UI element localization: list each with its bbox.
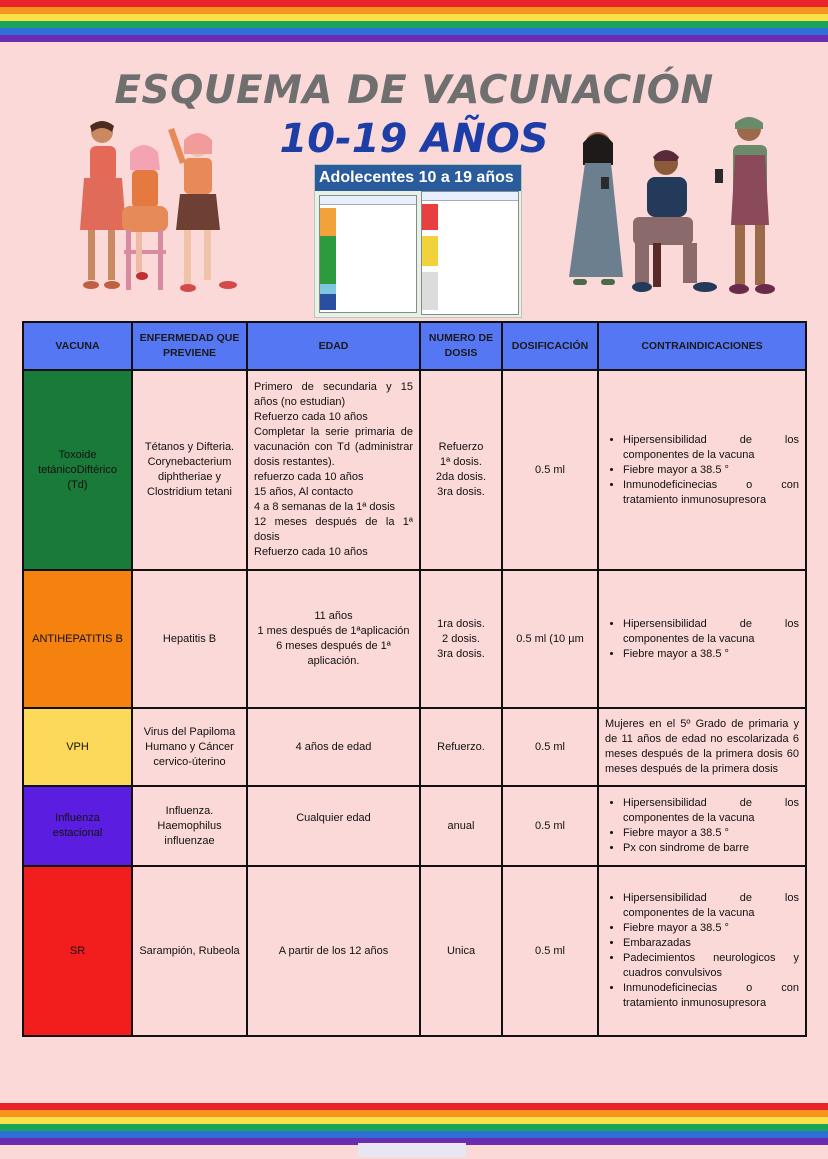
contraindications-list xyxy=(605,433,799,508)
rainbow-band xyxy=(0,1124,828,1131)
vaccination-table xyxy=(22,321,807,1037)
dose-line: 3ra dosis. xyxy=(437,486,485,498)
rainbow-band xyxy=(0,1131,828,1138)
thumbnail-right-table xyxy=(421,191,519,315)
header-dosis: NUMERO DE DOSIS xyxy=(420,322,502,370)
contraindication-item: • Fiebre mayor a 38.5 ° xyxy=(623,921,799,936)
header-dosificacion: DOSIFICACIÓN xyxy=(502,322,598,370)
page-subtitle: 10-19 AÑOS xyxy=(279,116,549,162)
rainbow-band xyxy=(0,0,828,7)
age-cell xyxy=(247,708,420,786)
dose-line: Refuerzo. xyxy=(437,740,485,753)
rainbow-band xyxy=(0,7,828,14)
rainbow-band xyxy=(0,28,828,35)
disease-cell: Hepatitis B xyxy=(132,570,247,708)
rainbow-bottom-stripe xyxy=(0,1103,828,1145)
dose-line: 1ª dosis. xyxy=(440,456,482,468)
header-enfermedad: ENFERMEDAD QUE PREVIENE xyxy=(132,322,247,370)
table-row xyxy=(23,708,806,786)
vaccine-name-cell: Toxoide tetánicoDiftérico (Td) xyxy=(23,370,132,570)
dosage-cell: 0.5 ml xyxy=(502,866,598,1036)
contraindications-list xyxy=(605,796,799,856)
age-line: Primero de secundaria y 15 años (no estudian) xyxy=(254,381,413,408)
dosage-cell: 0.5 ml xyxy=(502,370,598,570)
contraindications-cell xyxy=(598,786,806,866)
table-row xyxy=(23,786,806,866)
disease-cell: Tétanos y Difteria. Corynebacterium diphtheriae y Clostridium tetani xyxy=(132,370,247,570)
age-cell xyxy=(247,866,420,1036)
contraindications-cell xyxy=(598,370,806,570)
thumbnail-left-table xyxy=(319,195,417,313)
dose-line: 2da dosis. xyxy=(435,471,487,483)
contraindication-item: • Embarazadas xyxy=(623,936,799,951)
contraindication-item: • Hipersensibilidad de los componentes de la vacuna xyxy=(623,891,799,921)
doses-cell xyxy=(420,866,502,1036)
dose-line: Refuerzo xyxy=(438,441,484,453)
age-cell xyxy=(247,370,420,570)
age-line: 11 años xyxy=(314,610,353,622)
age-line: Refuerzo cada 10 años xyxy=(254,546,368,558)
rainbow-band xyxy=(0,1117,828,1124)
vaccine-name-cell: Influenza estacional xyxy=(23,786,132,866)
age-line: 4 años de edad xyxy=(295,740,372,753)
dosage-cell: 0.5 ml xyxy=(502,786,598,866)
contraindications-cell xyxy=(598,570,806,708)
people-illustration-left xyxy=(60,118,245,303)
contraindication-item: • Hipersensibilidad de los componentes de la vacuna xyxy=(623,433,799,463)
dose-line: 1ra dosis. xyxy=(437,617,485,630)
page-title: ESQUEMA DE VACUNACIÓN xyxy=(114,68,714,113)
contraindication-item: • Fiebre mayor a 38.5 ° xyxy=(623,826,799,841)
doses-cell xyxy=(420,570,502,708)
dose-line: 2 dosis. xyxy=(442,632,480,645)
header-edad: EDAD xyxy=(247,322,420,370)
contraindications-list xyxy=(605,617,799,662)
dose-line: anual xyxy=(447,819,475,832)
age-cell xyxy=(247,786,420,866)
doses-cell xyxy=(420,708,502,786)
dosage-cell: 0.5 ml (10 µm xyxy=(502,570,598,708)
contraindication-item: • Padecimientos neurologicos y cuadros convulsivos xyxy=(623,951,799,981)
contraindications-cell: Mujeres en el 5º Grado de primaria y de 11 años de edad no escolarizada 6 meses después de la primera dosis 60 meses después de la primera dosis xyxy=(598,708,806,786)
rainbow-band xyxy=(0,35,828,42)
vaccine-name-cell: VPH xyxy=(23,708,132,786)
age-line: Refuerzo cada 10 años xyxy=(254,411,368,423)
dose-line: 3ra dosis. xyxy=(437,647,485,660)
rainbow-band xyxy=(0,21,828,28)
table-header-row xyxy=(23,322,806,370)
age-line: 15 años, Al contacto xyxy=(254,486,354,498)
contraindication-item: • Fiebre mayor a 38.5 ° xyxy=(623,647,799,662)
vaccine-name-cell: ANTIHEPATITIS B xyxy=(23,570,132,708)
dosage-cell: 0.5 ml xyxy=(502,708,598,786)
table-row xyxy=(23,370,806,570)
contraindication-item: • Inmunodeficinecias o con tratamiento inmunosupresora xyxy=(623,478,799,508)
age-line: refuerzo cada 10 años xyxy=(254,471,364,483)
table-row xyxy=(23,570,806,708)
vaccine-name-cell: SR xyxy=(23,866,132,1036)
contraindication-item: • Hipersensibilidad de los componentes de la vacuna xyxy=(623,617,799,647)
schedule-thumbnail xyxy=(314,164,522,318)
contraindication-item: • Px con sindrome de barre xyxy=(623,841,799,856)
age-cell xyxy=(247,570,420,708)
dose-line: Unica xyxy=(446,944,476,957)
people-illustration-right xyxy=(565,115,780,305)
disease-cell: Virus del Papiloma Humano y Cáncer cervico-úterino xyxy=(132,708,247,786)
header-contraindicaciones: CONTRAINDICACIONES xyxy=(598,322,806,370)
age-line: 6 meses después de 1ª aplicación. xyxy=(276,640,391,667)
age-line: 4 a 8 semanas de la 1ª dosis xyxy=(254,501,396,513)
doses-cell xyxy=(420,786,502,866)
rainbow-band xyxy=(0,1110,828,1117)
doses-cell xyxy=(420,370,502,570)
contraindication-item: • Hipersensibilidad de los componentes de la vacuna xyxy=(623,796,799,826)
rainbow-band xyxy=(0,14,828,21)
contraindication-item: • Inmunodeficinecias o con tratamiento inmunosupresora xyxy=(623,981,799,1011)
contraindications-list xyxy=(605,891,799,1011)
age-line: A partir de los 12 años xyxy=(278,944,389,957)
contraindication-item: • Fiebre mayor a 38.5 ° xyxy=(623,463,799,478)
age-line: 12 meses después de la 1ª dosis xyxy=(254,516,413,543)
age-line: Completar la serie primaria de vacunación con Td (administrar dosis restantes). xyxy=(254,426,413,468)
age-line: Cualquier edad xyxy=(296,812,371,824)
rainbow-band xyxy=(0,1103,828,1110)
contraindications-cell xyxy=(598,866,806,1036)
disease-cell: Sarampión, Rubeola xyxy=(132,866,247,1036)
thumbnail-heading: Adolecentes 10 a 19 años xyxy=(315,165,521,191)
disease-cell: Influenza. Haemophilus influenzae xyxy=(132,786,247,866)
header-vacuna: VACUNA xyxy=(23,322,132,370)
age-line: 1 mes después de 1ªaplicación xyxy=(257,625,410,637)
table-row xyxy=(23,866,806,1036)
footer-watermark xyxy=(358,1143,466,1157)
rainbow-top-stripe xyxy=(0,0,828,42)
